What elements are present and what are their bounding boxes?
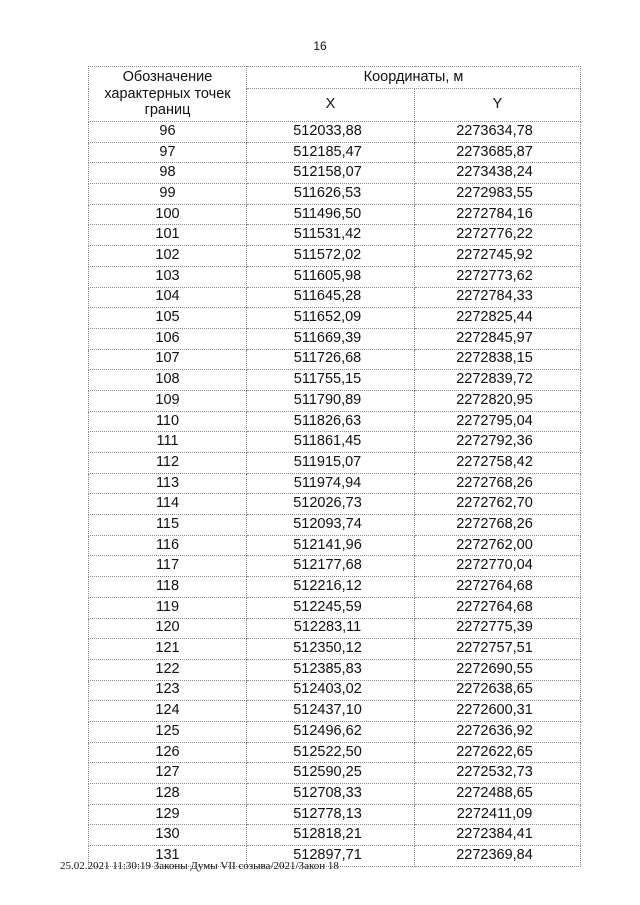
point-number-cell: 100 [89, 204, 247, 225]
y-coordinate-cell: 2272532,73 [415, 763, 581, 784]
y-coordinate-cell: 2272838,15 [415, 349, 581, 370]
table-row [89, 411, 581, 432]
x-coordinate-cell: 512158,07 [247, 163, 415, 184]
point-number-cell: 127 [89, 763, 247, 784]
x-coordinate-cell: 511974,94 [247, 473, 415, 494]
table-row [89, 266, 581, 287]
table-row [89, 246, 581, 267]
point-number-cell: 111 [89, 432, 247, 453]
x-coordinate-cell: 512496,62 [247, 721, 415, 742]
table-row [89, 784, 581, 805]
y-coordinate-cell: 2272762,00 [415, 535, 581, 556]
x-coordinate-cell: 511790,89 [247, 390, 415, 411]
table-row [89, 659, 581, 680]
x-coordinate-cell: 512385,83 [247, 659, 415, 680]
y-coordinate-cell: 2272795,04 [415, 411, 581, 432]
y-coordinate-cell: 2272820,95 [415, 390, 581, 411]
table-row [89, 390, 581, 411]
table-row [89, 804, 581, 825]
point-number-cell: 106 [89, 328, 247, 349]
point-number-cell: 103 [89, 266, 247, 287]
table-row [89, 825, 581, 846]
x-coordinate-cell: 512897,71 [247, 846, 415, 867]
point-number-cell: 112 [89, 453, 247, 474]
y-coordinate-cell: 2272770,04 [415, 556, 581, 577]
y-coordinate-cell: 2272488,65 [415, 784, 581, 805]
point-number-cell: 115 [89, 515, 247, 536]
x-coordinate-cell: 511605,98 [247, 266, 415, 287]
table-row [89, 597, 581, 618]
y-coordinate-cell: 2272764,68 [415, 597, 581, 618]
x-coordinate-cell: 511726,68 [247, 349, 415, 370]
point-number-cell: 120 [89, 618, 247, 639]
x-coordinate-cell: 511531,42 [247, 225, 415, 246]
table-row [89, 577, 581, 598]
x-coordinate-cell: 511861,45 [247, 432, 415, 453]
point-number-cell: 130 [89, 825, 247, 846]
point-number-cell: 114 [89, 494, 247, 515]
table-body [89, 122, 581, 867]
x-coordinate-cell: 511755,15 [247, 370, 415, 391]
point-number-cell: 101 [89, 225, 247, 246]
x-coordinate-cell: 512026,73 [247, 494, 415, 515]
table-row [89, 721, 581, 742]
table-row [89, 453, 581, 474]
point-number-cell: 125 [89, 721, 247, 742]
y-coordinate-cell: 2272758,42 [415, 453, 581, 474]
table-row [89, 701, 581, 722]
header-y: Y [415, 89, 581, 122]
x-coordinate-cell: 512590,25 [247, 763, 415, 784]
table-row [89, 639, 581, 660]
y-coordinate-cell: 2272825,44 [415, 308, 581, 329]
point-number-cell: 124 [89, 701, 247, 722]
y-coordinate-cell: 2272784,16 [415, 204, 581, 225]
table-row [89, 328, 581, 349]
x-coordinate-cell: 511652,09 [247, 308, 415, 329]
y-coordinate-cell: 2273634,78 [415, 122, 581, 143]
point-number-cell: 113 [89, 473, 247, 494]
table-row [89, 515, 581, 536]
point-number-cell: 110 [89, 411, 247, 432]
x-coordinate-cell: 512185,47 [247, 142, 415, 163]
x-coordinate-cell: 512283,11 [247, 618, 415, 639]
y-coordinate-cell: 2272600,31 [415, 701, 581, 722]
y-coordinate-cell: 2272636,92 [415, 721, 581, 742]
y-coordinate-cell: 2272768,26 [415, 473, 581, 494]
table-row [89, 556, 581, 577]
x-coordinate-cell: 512778,13 [247, 804, 415, 825]
y-coordinate-cell: 2272690,55 [415, 659, 581, 680]
y-coordinate-cell: 2272839,72 [415, 370, 581, 391]
x-coordinate-cell: 512141,96 [247, 535, 415, 556]
point-number-cell: 128 [89, 784, 247, 805]
header-x: X [247, 89, 415, 122]
x-coordinate-cell: 511669,39 [247, 328, 415, 349]
point-number-cell: 126 [89, 742, 247, 763]
x-coordinate-cell: 512708,33 [247, 784, 415, 805]
point-number-cell: 99 [89, 184, 247, 205]
point-number-cell: 104 [89, 287, 247, 308]
y-coordinate-cell: 2272792,36 [415, 432, 581, 453]
x-coordinate-cell: 512350,12 [247, 639, 415, 660]
y-coordinate-cell: 2272638,65 [415, 680, 581, 701]
point-number-cell: 97 [89, 142, 247, 163]
x-coordinate-cell: 511626,53 [247, 184, 415, 205]
x-coordinate-cell: 511826,63 [247, 411, 415, 432]
point-number-cell: 116 [89, 535, 247, 556]
x-coordinate-cell: 511496,50 [247, 204, 415, 225]
table-row [89, 142, 581, 163]
x-coordinate-cell: 512522,50 [247, 742, 415, 763]
y-coordinate-cell: 2272768,26 [415, 515, 581, 536]
table-row [89, 763, 581, 784]
point-number-cell: 108 [89, 370, 247, 391]
point-number-cell: 98 [89, 163, 247, 184]
table-row [89, 618, 581, 639]
header-coordinates: Координаты, м [247, 67, 581, 89]
y-coordinate-cell: 2272622,65 [415, 742, 581, 763]
table-row [89, 370, 581, 391]
x-coordinate-cell: 512437,10 [247, 701, 415, 722]
page-number: 16 [313, 39, 327, 53]
table-row [89, 535, 581, 556]
y-coordinate-cell: 2272784,33 [415, 287, 581, 308]
y-coordinate-cell: 2272764,68 [415, 577, 581, 598]
y-coordinate-cell: 2272776,22 [415, 225, 581, 246]
point-number-cell: 102 [89, 246, 247, 267]
y-coordinate-cell: 2272757,51 [415, 639, 581, 660]
table-row [89, 742, 581, 763]
x-coordinate-cell: 512216,12 [247, 577, 415, 598]
y-coordinate-cell: 2272773,62 [415, 266, 581, 287]
y-coordinate-cell: 2273685,87 [415, 142, 581, 163]
coordinates-table [88, 66, 581, 867]
y-coordinate-cell: 2272411,09 [415, 804, 581, 825]
table-row [89, 122, 581, 143]
x-coordinate-cell: 512093,74 [247, 515, 415, 536]
table-row [89, 287, 581, 308]
point-number-cell: 109 [89, 390, 247, 411]
y-coordinate-cell: 2272775,39 [415, 618, 581, 639]
x-coordinate-cell: 512403,02 [247, 680, 415, 701]
table-row [89, 432, 581, 453]
x-coordinate-cell: 512245,59 [247, 597, 415, 618]
table-row [89, 163, 581, 184]
y-coordinate-cell: 2272369,84 [415, 846, 581, 867]
point-number-cell: 107 [89, 349, 247, 370]
point-number-cell: 122 [89, 659, 247, 680]
table-row [89, 349, 581, 370]
y-coordinate-cell: 2272384,41 [415, 825, 581, 846]
table-row [89, 473, 581, 494]
table-row [89, 204, 581, 225]
table-row [89, 308, 581, 329]
point-number-cell: 123 [89, 680, 247, 701]
y-coordinate-cell: 2273438,24 [415, 163, 581, 184]
point-number-cell: 129 [89, 804, 247, 825]
point-number-cell: 119 [89, 597, 247, 618]
point-number-cell: 105 [89, 308, 247, 329]
point-number-cell: 118 [89, 577, 247, 598]
header-designation: Обозначение характерных точек границ [89, 67, 247, 122]
x-coordinate-cell: 512177,68 [247, 556, 415, 577]
y-coordinate-cell: 2272845,97 [415, 328, 581, 349]
x-coordinate-cell: 512818,21 [247, 825, 415, 846]
x-coordinate-cell: 511915,07 [247, 453, 415, 474]
point-number-cell: 121 [89, 639, 247, 660]
y-coordinate-cell: 2272762,70 [415, 494, 581, 515]
x-coordinate-cell: 512033,88 [247, 122, 415, 143]
y-coordinate-cell: 2272745,92 [415, 246, 581, 267]
y-coordinate-cell: 2272983,55 [415, 184, 581, 205]
table-row [89, 680, 581, 701]
table-row [89, 225, 581, 246]
table-header [89, 67, 581, 122]
table-row [89, 184, 581, 205]
point-number-cell: 117 [89, 556, 247, 577]
x-coordinate-cell: 511572,02 [247, 246, 415, 267]
point-number-cell: 131 [89, 846, 247, 867]
x-coordinate-cell: 511645,28 [247, 287, 415, 308]
point-number-cell: 96 [89, 122, 247, 143]
table-row [89, 494, 581, 515]
footer-stamp: 25.02.2021 11:30:19 Законы Думы VII созыва/2021/Закон 18 [60, 860, 339, 872]
